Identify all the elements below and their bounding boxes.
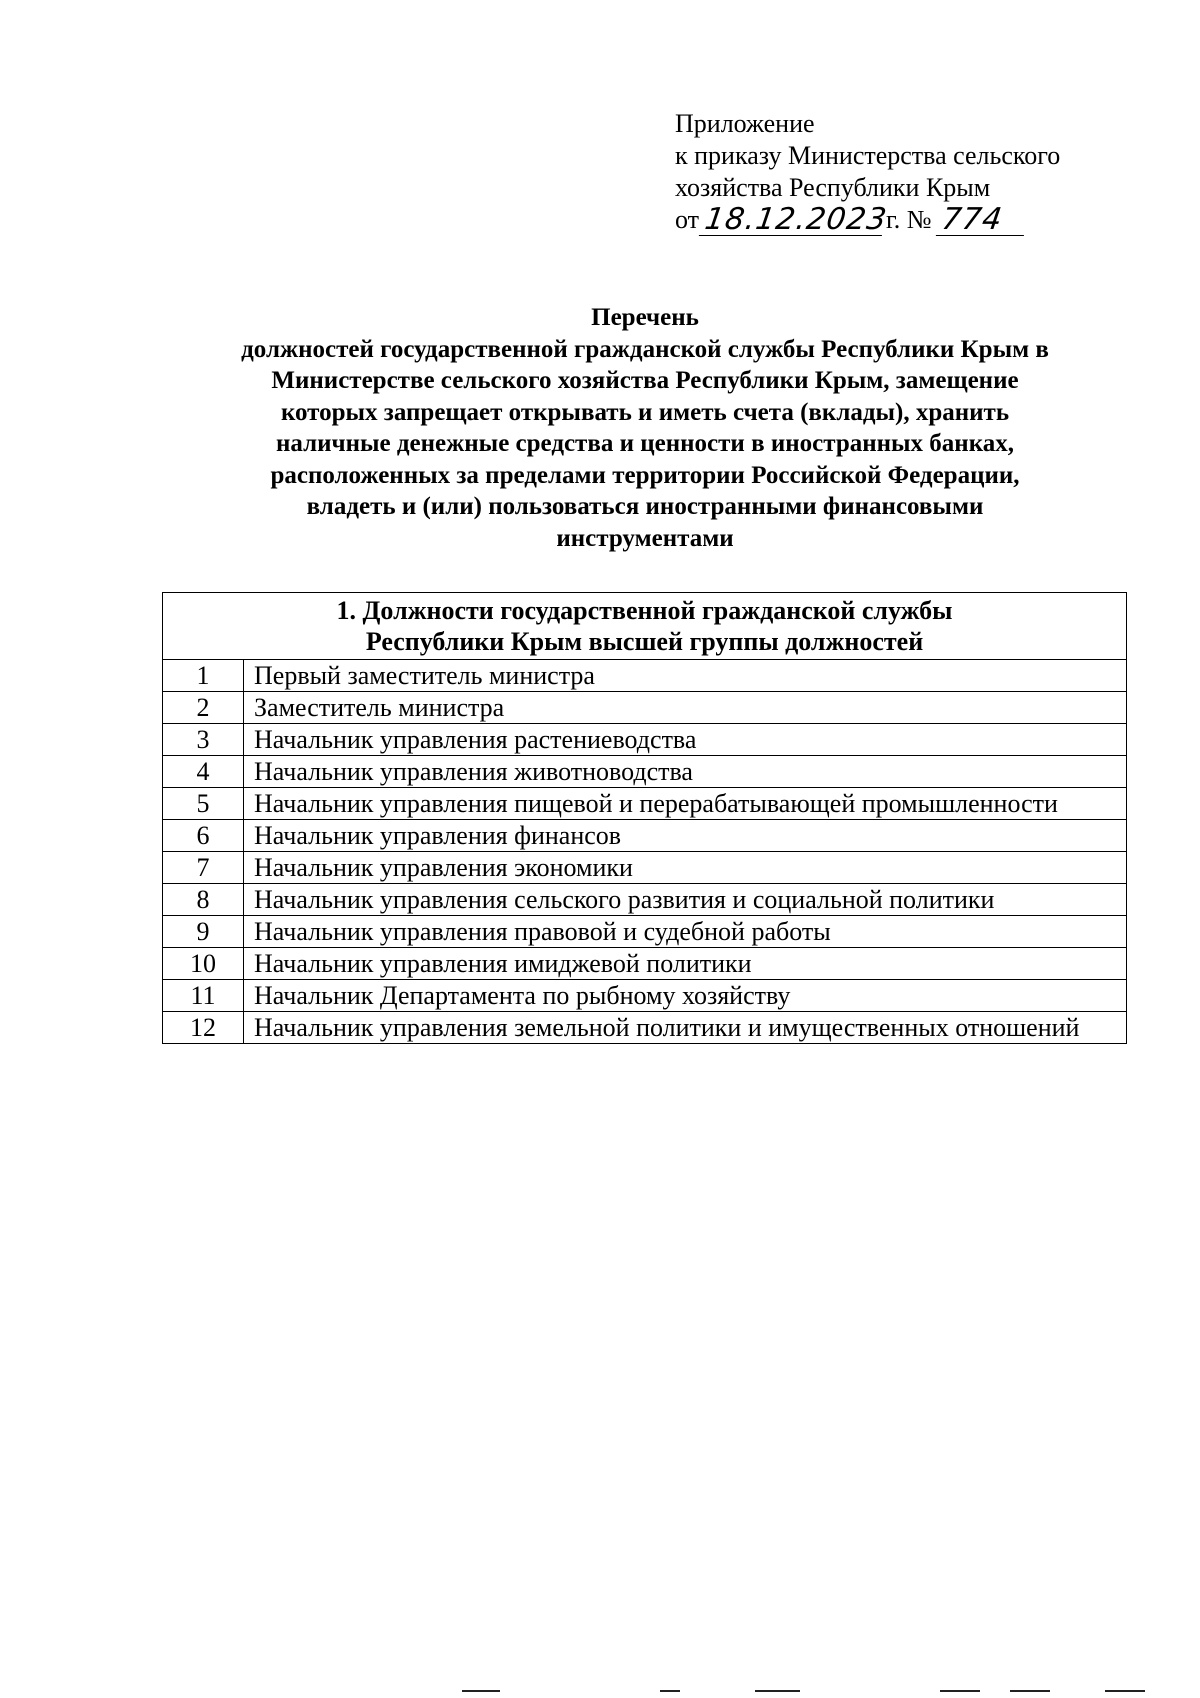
row-number: 12 (163, 1012, 244, 1044)
row-position: Начальник управления сельского развития и социальной политики (244, 884, 1127, 916)
row-number: 9 (163, 916, 244, 948)
handwritten-order-number: 774 (935, 205, 1027, 236)
title-heading: Перечень (591, 304, 699, 331)
title-line: владеть и (или) пользоваться иностранными финансовыми (306, 493, 984, 520)
table-section-header (163, 593, 1127, 660)
table-row (163, 724, 1127, 756)
row-number: 11 (163, 980, 244, 1012)
handwritten-date: 18.12.2023 (699, 205, 886, 236)
appendix-date-line (675, 204, 1135, 236)
title-line: Министерстве сельского хозяйства Республики Крым, замещение (271, 367, 1019, 394)
title-line: наличные денежные средства и ценности в иностранных банках, (275, 430, 1014, 457)
section-header-line: Республики Крым высшей группы должностей (365, 627, 924, 656)
scan-mark (660, 1690, 680, 1692)
row-number: 6 (163, 820, 244, 852)
row-position: Начальник управления пищевой и перерабатывающей промышленности (244, 788, 1127, 820)
appendix-label: Приложение (675, 109, 815, 138)
table-row (163, 660, 1127, 692)
row-position: Первый заместитель министра (244, 660, 1127, 692)
title-line: которых запрещает открывать и иметь счета (вклады), хранить (280, 398, 1010, 426)
row-position: Начальник Департамента по рыбному хозяйству (244, 980, 1127, 1012)
title-line: инструментами (556, 524, 734, 552)
row-number: 7 (163, 852, 244, 884)
table-row (163, 884, 1127, 916)
row-number: 10 (163, 948, 244, 980)
title-line: расположенных за пределами территории Российской Федерации, (270, 461, 1020, 489)
scan-mark (462, 1690, 500, 1692)
table-row (163, 788, 1127, 820)
row-position: Начальник управления финансов (244, 820, 1127, 852)
date-prefix: от (675, 205, 700, 234)
table-section-header-row (163, 593, 1127, 660)
row-number: 5 (163, 788, 244, 820)
row-number: 3 (163, 724, 244, 756)
year-suffix: г. № (886, 205, 932, 234)
section-header-line: 1. Должности государственной гражданской службы (336, 596, 953, 625)
row-position: Заместитель министра (244, 692, 1127, 724)
scan-mark (1010, 1690, 1050, 1692)
row-number: 2 (163, 692, 244, 724)
table-row (163, 756, 1127, 788)
positions-table (162, 592, 1127, 1044)
row-position: Начальник управления правовой и судебной работы (244, 916, 1127, 948)
row-position: Начальник управления растениеводства (244, 724, 1127, 756)
table-row (163, 916, 1127, 948)
appendix-block (675, 108, 1135, 236)
title-line: должностей государственной гражданской службы Республики Крым в (241, 335, 1049, 363)
scan-mark (755, 1690, 800, 1692)
appendix-order-ref: к приказу Министерства сельского (675, 141, 1061, 170)
table-row (163, 948, 1127, 980)
row-position: Начальник управления имиджевой политики (244, 948, 1127, 980)
row-number: 1 (163, 660, 244, 692)
table-row (163, 980, 1127, 1012)
row-position: Начальник управления земельной политики и имущественных отношений (244, 1012, 1127, 1044)
table-row (163, 820, 1127, 852)
row-number: 8 (163, 884, 244, 916)
table-row (163, 692, 1127, 724)
scan-mark (1105, 1690, 1145, 1692)
appendix-ministry: хозяйства Республики Крым (675, 173, 991, 202)
table-row (163, 852, 1127, 884)
row-position: Начальник управления экономики (244, 852, 1127, 884)
table-row (163, 1012, 1127, 1044)
row-number: 4 (163, 756, 244, 788)
row-position: Начальник управления животноводства (244, 756, 1127, 788)
scan-mark (940, 1690, 980, 1692)
scan-artifacts (0, 1690, 1200, 1694)
document-title (150, 302, 1140, 554)
